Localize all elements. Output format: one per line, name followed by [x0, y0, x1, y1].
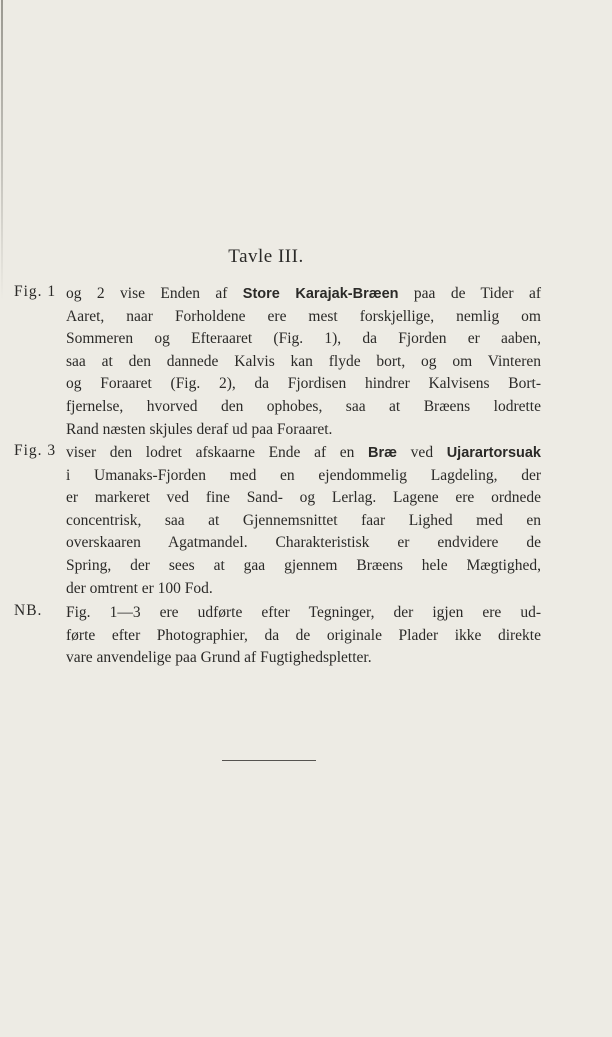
- text-line: Aaret, naar Forholdene ere mest forskjellige, nemlig om: [66, 307, 541, 325]
- text-line: saa at den dannede Kalvis kan flyde bort, og om Vinteren: [66, 352, 541, 370]
- term-bold: Bræ: [368, 445, 398, 461]
- text-line: og Foraaret (Fig. 2), da Fjordisen hindrer Kalvisens Bort-: [66, 375, 541, 393]
- closing-rule: [222, 760, 316, 761]
- entry-body: [66, 602, 541, 670]
- plate-title: Tavle III.: [228, 246, 304, 267]
- entry-label: Fig. 3: [14, 442, 57, 459]
- text-line: fjernelse, hvorved den ophobes, saa at Bræens lodrette: [66, 397, 541, 415]
- text-run: viser den lodret afskaarne Ende af en: [66, 444, 369, 461]
- text-line: [66, 442, 541, 465]
- text-line: førte efter Photographier, da de originale Plader ikke direkte: [66, 626, 541, 644]
- text-line: Rand næsten skjules deraf ud paa Foraaret.: [66, 420, 333, 438]
- text-line: Spring, der sees at gaa gjennem Bræens hele Mægtighed,: [66, 556, 541, 574]
- text-run: og 2 vise Enden af: [66, 285, 243, 302]
- entry-label: NB.: [14, 602, 43, 619]
- text-line: i Umanaks-Fjorden med en ejendommelig Lagdeling, der: [66, 466, 541, 484]
- text-line: overskaaren Agatmandel. Charakteristisk er endvidere de: [66, 534, 541, 552]
- text-run: ved: [397, 444, 447, 461]
- place-name: Ujarartorsuak: [446, 445, 541, 461]
- place-name: Store Karajak-Bræen: [242, 286, 399, 302]
- text-line: er markeret ved fine Sand- og Lerlag. Lagene ere ordnede: [66, 489, 541, 507]
- text-run: paa de Tider af: [398, 285, 542, 302]
- text-line: [66, 283, 541, 306]
- text-line: Fig. 1—3 ere udførte efter Tegninger, der igjen ere ud-: [66, 604, 541, 621]
- entry-body: [66, 283, 541, 441]
- text-line: concentrisk, saa at Gjennemsnittet faar Lighed med en: [66, 511, 541, 529]
- entry-label: Fig. 1: [14, 283, 57, 300]
- text-line: der omtrent er 100 Fod.: [66, 579, 213, 597]
- entry-body: [66, 442, 541, 600]
- text-line: Sommeren og Efteraaret (Fig. 1), da Fjorden er aaben,: [66, 330, 541, 348]
- text-line: vare anvendelige paa Grund af Fugtighedspletter.: [66, 649, 372, 667]
